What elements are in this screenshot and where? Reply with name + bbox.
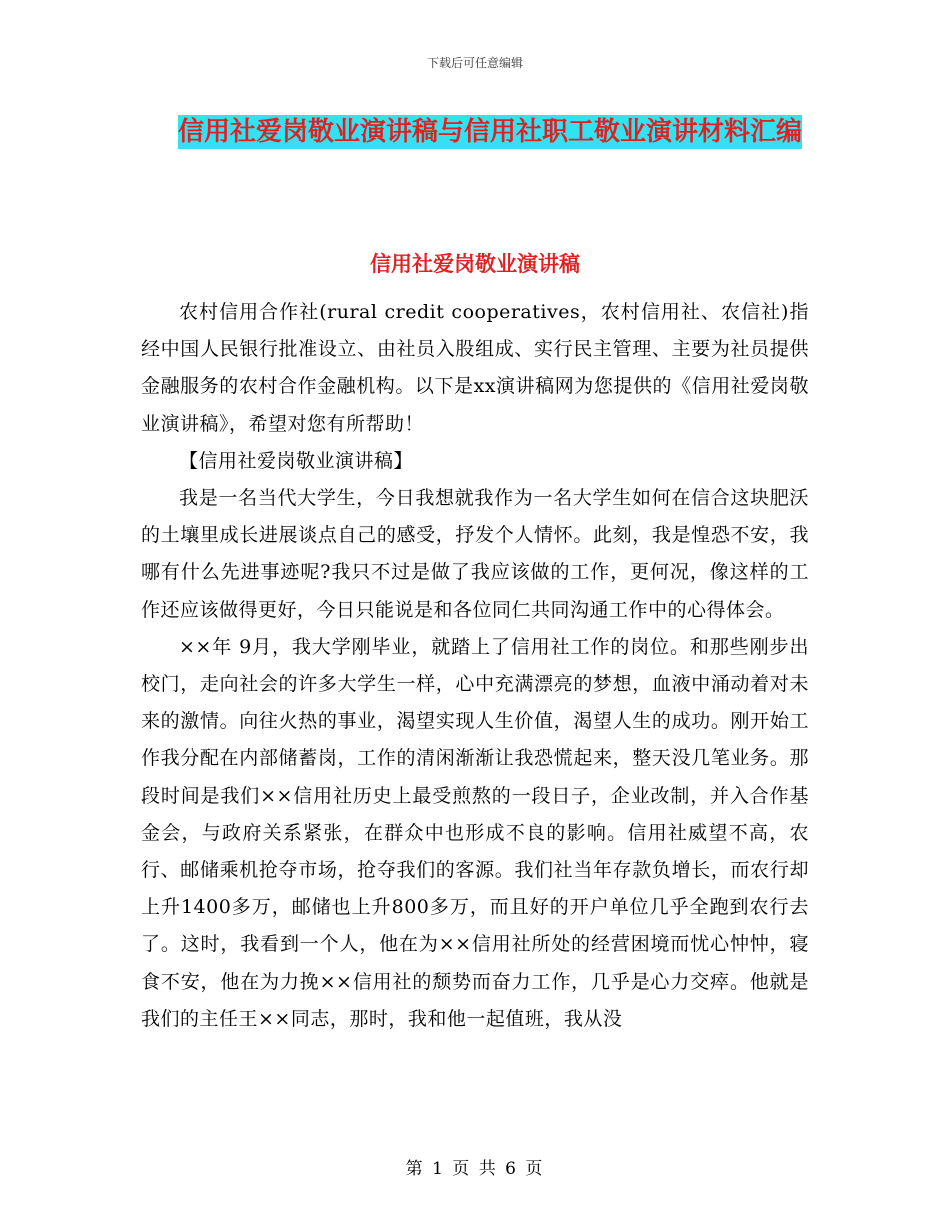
paragraph-2: ××年 9月，我大学刚毕业，就踏上了信用社工作的岗位。和那些刚步出校门，走向社会的许多大学生一样，心中充满漂亮的梦想，血液中涌动着对未来的激情。向往火热的事业，渴望实现人生价值，渴望人生的成功。刚开始工作我分配在内部储蓄岗，工作的清闲渐渐让我恐慌起来，整天没几笔业务。那段时间是我们××信用社历史上最受煎熬的一段日子，企业改制，并入合作基金会，与政府关系紧张，在群众中也形成不良的影响。信用社威望不高，农行、邮储乘机抢夺市场，抢夺我们的客源。我们社当年存款负增长，而农行却上升1400多万，邮储也上升800多万，而且好的开户单位几乎全跑到农行去了。这时，我看到一个人，他在为××信用社所处的经营困境而忧心忡忡，寝食不安，他在为力挽××信用社的颓势而奋力工作，几乎是心力交瘁。他就是我们的主任王××同志，那时，我和他一起值班，我从没: [141, 635, 809, 1030]
paragraph-intro: 农村信用合作社(rural credit cooperatives，农村信用社、农信社)指经中国人民银行批准设立、由社员入股组成、实行民主管理、主要为社员提供金融服务的农村合作金融机构。以下是xx演讲稿网为您提供的《信用社爱岗敬业演讲稿》，希望对您有所帮助！: [141, 301, 809, 435]
document-title-text: 信用社爱岗敬业演讲稿与信用社职工敬业演讲材料汇编: [177, 117, 802, 147]
paragraph-heading: 【信用社爱岗敬业演讲稿】: [179, 449, 414, 472]
section-title: 信用社爱岗敬业演讲稿: [370, 252, 580, 276]
page-footer: 第 1 页 共 6 页: [405, 1159, 545, 1179]
header-note: 下载后可任意编辑: [426, 56, 523, 70]
document-title: [160, 111, 820, 153]
body-text: [141, 294, 809, 1038]
paragraph-1: 我是一名当代大学生，今日我想就我作为一名大学生如何在信合这块肥沃的土壤里成长进展谈点自己的感受，抒发个人情怀。此刻，我是惶恐不安，我哪有什么先进事迹呢?我只不过是做了我应该做的工作，更何况，像这样的工作还应该做得更好，今日只能说是和各位同仁共同沟通工作中的心得体会。: [141, 487, 809, 621]
